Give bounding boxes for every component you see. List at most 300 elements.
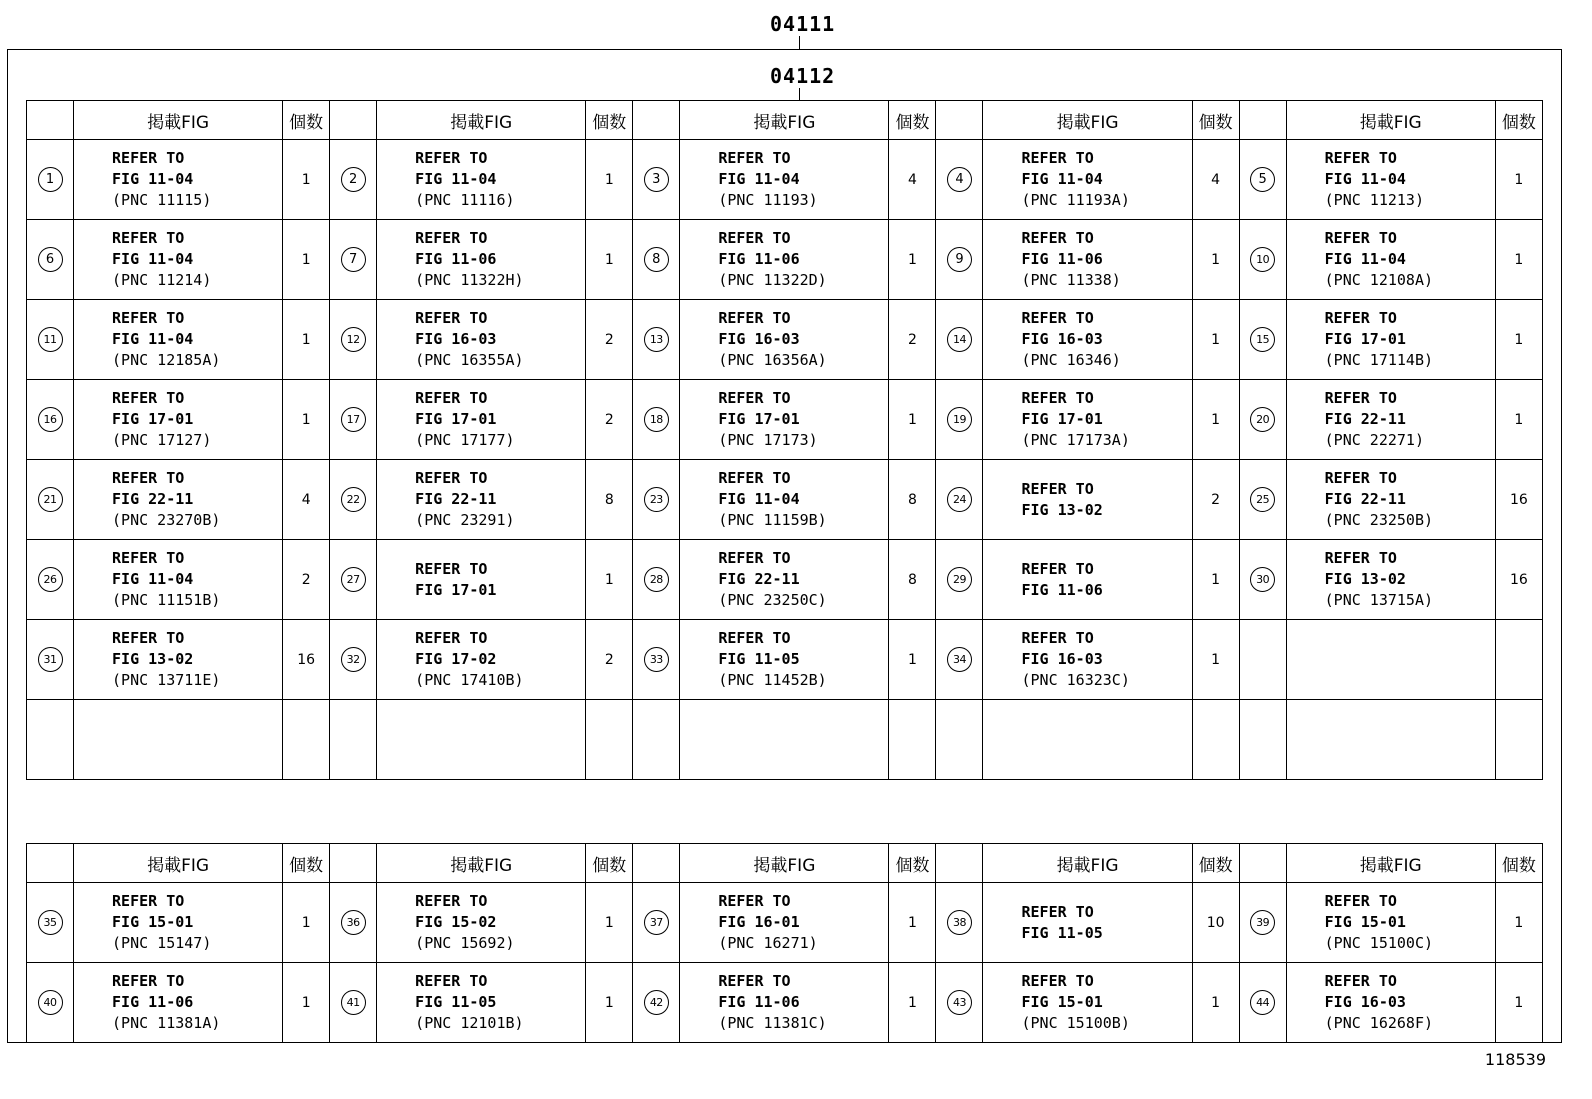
reference-cell: [680, 460, 889, 540]
quantity-value: 4: [301, 491, 311, 508]
quantity-value: 2: [604, 411, 614, 428]
header-fig: 掲載FIG: [1286, 101, 1495, 140]
quantity-cell: [1192, 220, 1239, 300]
refer-to-text: REFER TO: [1021, 309, 1094, 327]
header-index-cell: [1239, 101, 1286, 140]
quantity-cell: [889, 140, 936, 220]
pnc-reference: (PNC 11381C): [718, 1014, 827, 1032]
quantity-cell: [283, 620, 330, 700]
refer-to-text: REFER TO: [1324, 549, 1397, 567]
item-number-callout: 3: [644, 167, 669, 192]
refer-to-text: REFER TO: [415, 389, 488, 407]
pnc-reference: (PNC 17177): [415, 431, 515, 449]
fig-reference: FIG 11-05: [718, 650, 800, 668]
refer-to-text: REFER TO: [1021, 479, 1094, 498]
item-number-cell: [330, 883, 377, 963]
quantity-cell: [586, 700, 633, 780]
fig-reference: FIG 17-01: [718, 410, 800, 428]
item-number-cell: [27, 140, 74, 220]
reference-cell: [1286, 620, 1495, 700]
quantity-cell: [1192, 300, 1239, 380]
fig-reference: FIG 11-06: [1021, 580, 1103, 599]
refer-to-text: REFER TO: [1021, 149, 1094, 167]
quantity-cell: [586, 380, 633, 460]
pnc-reference: (PNC 15692): [415, 934, 515, 952]
reference-cell: [74, 620, 283, 700]
header-qty: 個数: [283, 101, 330, 140]
reference-cell: [680, 883, 889, 963]
fig-reference: FIG 22-11: [718, 570, 800, 588]
item-number-cell: [330, 380, 377, 460]
item-number-cell: [936, 883, 983, 963]
reference-cell: [983, 140, 1192, 220]
item-number-callout: 36: [341, 910, 366, 935]
quantity-cell: [283, 883, 330, 963]
quantity-cell: [283, 540, 330, 620]
refer-to-text: REFER TO: [718, 149, 791, 167]
fig-reference: FIG 11-04: [718, 490, 800, 508]
item-number-cell: [27, 540, 74, 620]
pnc-reference: (PNC 22271): [1324, 431, 1424, 449]
item-number-callout: 30: [1250, 567, 1275, 592]
pnc-reference: (PNC 16268F): [1324, 1014, 1434, 1032]
item-number-callout: 9: [947, 247, 972, 272]
item-number-callout: 22: [341, 487, 366, 512]
fig-reference: FIG 16-01: [718, 913, 800, 931]
table-header-row: [27, 101, 1543, 140]
parts-table-1: [26, 100, 1543, 780]
item-number-callout: 1: [38, 167, 63, 192]
header-fig: 掲載FIG: [74, 844, 283, 883]
reference-cell: [1286, 220, 1495, 300]
pnc-reference: (PNC 13715A): [1324, 591, 1434, 609]
quantity-cell: [889, 380, 936, 460]
pnc-reference: (PNC 11381A): [112, 1014, 221, 1032]
pnc-reference: (PNC 15100B): [1021, 1014, 1130, 1032]
quantity-cell: [889, 620, 936, 700]
quantity-cell: [889, 220, 936, 300]
item-number-callout: 38: [947, 910, 972, 935]
quantity-value: 1: [1514, 171, 1524, 188]
quantity-value: 4: [1211, 171, 1221, 188]
reference-cell: [74, 883, 283, 963]
item-number-callout: 20: [1250, 407, 1275, 432]
quantity-value: 1: [1514, 331, 1524, 348]
item-number-callout: 42: [644, 990, 669, 1015]
item-number-cell: [330, 220, 377, 300]
pnc-reference: (PNC 12185A): [112, 351, 221, 369]
item-number-cell: [1239, 700, 1286, 780]
item-number-callout: 39: [1250, 910, 1275, 935]
item-number-cell: [633, 460, 680, 540]
quantity-value: 1: [604, 171, 614, 188]
header-index-cell: [330, 101, 377, 140]
item-number-cell: [633, 140, 680, 220]
refer-to-text: REFER TO: [718, 469, 791, 487]
pnc-reference: (PNC 16356A): [718, 351, 827, 369]
item-number-cell: [27, 220, 74, 300]
quantity-cell: [586, 220, 633, 300]
fig-reference: FIG 16-03: [1021, 330, 1103, 348]
item-number-cell: [330, 300, 377, 380]
item-number-cell: [27, 300, 74, 380]
item-number-cell: [27, 883, 74, 963]
item-number-cell: [633, 540, 680, 620]
pnc-reference: (PNC 23250C): [718, 591, 827, 609]
reference-cell: [74, 300, 283, 380]
quantity-cell: [889, 963, 936, 1043]
refer-to-text: REFER TO: [112, 629, 185, 647]
item-number-callout: 13: [644, 327, 669, 352]
reference-cell: [680, 700, 889, 780]
refer-to-text: REFER TO: [718, 549, 791, 567]
fig-reference: FIG 17-01: [415, 410, 497, 428]
fig-reference: FIG 22-11: [112, 490, 194, 508]
quantity-value: 1: [1514, 994, 1524, 1011]
reference-cell: [1286, 380, 1495, 460]
reference-cell: [74, 220, 283, 300]
quantity-value: 1: [301, 994, 311, 1011]
reference-cell: [1286, 963, 1495, 1043]
header-fig: 掲載FIG: [74, 101, 283, 140]
quantity-cell: [889, 883, 936, 963]
header-index-cell: [633, 101, 680, 140]
refer-to-text: REFER TO: [415, 309, 488, 327]
refer-to-text: REFER TO: [415, 559, 488, 578]
refer-to-text: REFER TO: [718, 972, 791, 990]
header-index-cell: [1239, 844, 1286, 883]
item-number-cell: [330, 963, 377, 1043]
item-number-cell: [633, 620, 680, 700]
item-number-callout: 7: [341, 247, 366, 272]
reference-cell: [983, 620, 1192, 700]
quantity-cell: [283, 963, 330, 1043]
quantity-value: 1: [604, 914, 614, 931]
item-number-cell: [633, 883, 680, 963]
item-number-callout: 34: [947, 647, 972, 672]
header-qty: 個数: [889, 844, 936, 883]
item-number-cell: [936, 140, 983, 220]
header-fig: 掲載FIG: [680, 101, 889, 140]
fig-reference: FIG 15-01: [112, 913, 194, 931]
refer-to-text: REFER TO: [1324, 149, 1397, 167]
header-qty: 個数: [889, 101, 936, 140]
item-number-callout: 16: [38, 407, 63, 432]
refer-to-text: REFER TO: [415, 229, 488, 247]
refer-to-text: REFER TO: [718, 629, 791, 647]
refer-to-text: REFER TO: [415, 149, 488, 167]
quantity-cell: [1495, 380, 1542, 460]
reference-cell: [377, 140, 586, 220]
pnc-reference: (PNC 13711E): [112, 671, 221, 689]
refer-to-text: REFER TO: [112, 892, 185, 910]
quantity-value: 1: [1211, 331, 1221, 348]
quantity-value: 1: [301, 171, 311, 188]
fig-reference: FIG 22-11: [415, 490, 497, 508]
pnc-reference: (PNC 11214): [112, 271, 212, 289]
reference-cell: [74, 460, 283, 540]
refer-to-text: REFER TO: [112, 469, 185, 487]
pnc-reference: (PNC 12101B): [415, 1014, 524, 1032]
refer-to-text: REFER TO: [1324, 229, 1397, 247]
item-number-callout: 10: [1250, 247, 1275, 272]
pnc-reference: (PNC 11193A): [1021, 191, 1130, 209]
header-index-cell: [936, 844, 983, 883]
item-number-cell: [1239, 620, 1286, 700]
quantity-cell: [283, 140, 330, 220]
header-qty: 個数: [1495, 101, 1542, 140]
reference-cell: [74, 140, 283, 220]
reference-cell: [377, 700, 586, 780]
quantity-value: 1: [1514, 251, 1524, 268]
table-row: [27, 460, 1543, 540]
reference-cell: [983, 963, 1192, 1043]
reference-cell: [983, 220, 1192, 300]
reference-cell: [74, 540, 283, 620]
quantity-value: 1: [1211, 251, 1221, 268]
item-number-callout: 4: [947, 167, 972, 192]
quantity-cell: [889, 460, 936, 540]
item-number-callout: 44: [1250, 990, 1275, 1015]
item-number-callout: 41: [341, 990, 366, 1015]
figure-id: 118539: [1484, 1050, 1546, 1069]
quantity-value: 8: [908, 571, 917, 588]
pnc-reference: (PNC 15100C): [1324, 934, 1434, 952]
header-qty: 個数: [1192, 844, 1239, 883]
item-number-cell: [1239, 380, 1286, 460]
quantity-cell: [1495, 700, 1542, 780]
item-number-cell: [936, 620, 983, 700]
reference-cell: [377, 883, 586, 963]
fig-reference: FIG 17-01: [415, 580, 497, 599]
reference-cell: [983, 460, 1192, 540]
quantity-cell: [1192, 963, 1239, 1043]
item-number-cell: [27, 620, 74, 700]
pnc-reference: (PNC 11322H): [415, 271, 524, 289]
item-number-callout: 35: [38, 910, 63, 935]
quantity-value: 1: [1211, 651, 1221, 668]
fig-reference: FIG 11-04: [112, 330, 194, 348]
pnc-reference: (PNC 23291): [415, 511, 515, 529]
item-number-cell: [1239, 963, 1286, 1043]
assembly-label-04111: 04111: [770, 12, 836, 36]
header-qty: 個数: [586, 101, 633, 140]
item-number-callout: 12: [341, 327, 366, 352]
quantity-value: 1: [908, 994, 917, 1011]
fig-reference: FIG 15-01: [1324, 913, 1406, 931]
table-row: [27, 380, 1543, 460]
leader-line: [799, 36, 800, 49]
header-qty: 個数: [1495, 844, 1542, 883]
table-row: [27, 963, 1543, 1043]
quantity-cell: [586, 620, 633, 700]
item-number-callout: 23: [644, 487, 669, 512]
pnc-reference: (PNC 23250B): [1324, 511, 1434, 529]
item-number-cell: [633, 300, 680, 380]
quantity-value: 10: [1206, 914, 1225, 931]
fig-reference: FIG 11-04: [415, 170, 497, 188]
refer-to-text: REFER TO: [718, 389, 791, 407]
quantity-cell: [889, 700, 936, 780]
item-number-callout: 5: [1250, 167, 1275, 192]
item-number-cell: [936, 963, 983, 1043]
refer-to-text: REFER TO: [112, 389, 185, 407]
pnc-reference: (PNC 17114B): [1324, 351, 1434, 369]
reference-cell: [1286, 460, 1495, 540]
reference-cell: [680, 300, 889, 380]
item-number-cell: [27, 700, 74, 780]
pnc-reference: (PNC 11116): [415, 191, 515, 209]
quantity-value: 1: [908, 251, 917, 268]
reference-cell: [377, 540, 586, 620]
quantity-value: 1: [908, 651, 917, 668]
quantity-cell: [1495, 963, 1542, 1043]
refer-to-text: REFER TO: [112, 549, 185, 567]
refer-to-text: REFER TO: [112, 229, 185, 247]
fig-reference: FIG 16-03: [415, 330, 497, 348]
refer-to-text: REFER TO: [1021, 629, 1094, 647]
header-qty: 個数: [1192, 101, 1239, 140]
fig-reference: FIG 17-02: [415, 650, 497, 668]
quantity-value: 16: [1509, 491, 1528, 508]
quantity-value: 8: [604, 491, 614, 508]
header-qty: 個数: [586, 844, 633, 883]
refer-to-text: REFER TO: [1324, 309, 1397, 327]
fig-reference: FIG 13-02: [1021, 500, 1103, 519]
quantity-cell: [1192, 700, 1239, 780]
item-number-cell: [936, 700, 983, 780]
quantity-cell: [1192, 540, 1239, 620]
fig-reference: FIG 11-04: [1324, 170, 1406, 188]
pnc-reference: (PNC 11115): [112, 191, 212, 209]
item-number-callout: 24: [947, 487, 972, 512]
fig-reference: FIG 13-02: [1324, 570, 1406, 588]
quantity-cell: [1192, 620, 1239, 700]
fig-reference: FIG 11-05: [415, 993, 497, 1011]
reference-cell: [1286, 140, 1495, 220]
quantity-cell: [1192, 460, 1239, 540]
refer-to-text: REFER TO: [718, 892, 791, 910]
item-number-callout: 19: [947, 407, 972, 432]
fig-reference: FIG 11-06: [112, 993, 194, 1011]
quantity-cell: [1495, 540, 1542, 620]
fig-reference: FIG 16-03: [718, 330, 800, 348]
quantity-value: 4: [908, 171, 917, 188]
item-number-callout: 26: [38, 567, 63, 592]
fig-reference: FIG 11-04: [1021, 170, 1103, 188]
refer-to-text: REFER TO: [112, 309, 185, 327]
quantity-value: 1: [301, 331, 311, 348]
pnc-reference: (PNC 15147): [112, 934, 212, 952]
item-number-cell: [936, 460, 983, 540]
quantity-cell: [1495, 300, 1542, 380]
reference-cell: [680, 220, 889, 300]
item-number-cell: [27, 380, 74, 460]
reference-cell: [1286, 540, 1495, 620]
item-number-cell: [1239, 220, 1286, 300]
reference-cell: [680, 620, 889, 700]
item-number-cell: [330, 540, 377, 620]
header-index-cell: [27, 101, 74, 140]
table-row: [27, 140, 1543, 220]
fig-reference: FIG 22-11: [1324, 490, 1406, 508]
reference-cell: [983, 300, 1192, 380]
reference-cell: [680, 963, 889, 1043]
reference-cell: [983, 380, 1192, 460]
item-number-cell: [633, 700, 680, 780]
quantity-cell: [1192, 380, 1239, 460]
quantity-value: 1: [301, 914, 311, 931]
reference-cell: [680, 380, 889, 460]
fig-reference: FIG 11-04: [1324, 250, 1406, 268]
refer-to-text: REFER TO: [415, 469, 488, 487]
item-number-callout: 25: [1250, 487, 1275, 512]
refer-to-text: REFER TO: [718, 309, 791, 327]
table-row: [27, 300, 1543, 380]
refer-to-text: REFER TO: [1324, 389, 1397, 407]
item-number-callout: 21: [38, 487, 63, 512]
quantity-value: 1: [604, 994, 614, 1011]
fig-reference: FIG 15-01: [1021, 993, 1103, 1011]
item-number-callout: 8: [644, 247, 669, 272]
item-number-callout: 11: [38, 327, 63, 352]
reference-cell: [377, 620, 586, 700]
quantity-value: 1: [301, 251, 311, 268]
item-number-cell: [330, 460, 377, 540]
pnc-reference: (PNC 11159B): [718, 511, 827, 529]
refer-to-text: REFER TO: [1021, 972, 1094, 990]
reference-cell: [1286, 700, 1495, 780]
quantity-value: 8: [908, 491, 917, 508]
quantity-value: 2: [301, 571, 311, 588]
fig-reference: FIG 22-11: [1324, 410, 1406, 428]
refer-to-text: REFER TO: [1324, 469, 1397, 487]
item-number-callout: 43: [947, 990, 972, 1015]
refer-to-text: REFER TO: [718, 229, 791, 247]
pnc-reference: (PNC 11213): [1324, 191, 1424, 209]
quantity-value: 16: [297, 651, 316, 668]
pnc-reference: (PNC 11452B): [718, 671, 827, 689]
fig-reference: FIG 17-01: [112, 410, 194, 428]
fig-reference: FIG 16-03: [1324, 993, 1406, 1011]
quantity-cell: [283, 380, 330, 460]
fig-reference: FIG 11-04: [112, 170, 194, 188]
item-number-callout: 2: [341, 167, 366, 192]
header-fig: 掲載FIG: [983, 101, 1192, 140]
quantity-value: 1: [1514, 411, 1524, 428]
pnc-reference: (PNC 11338): [1021, 271, 1121, 289]
refer-to-text: REFER TO: [112, 149, 185, 167]
fig-reference: FIG 11-06: [718, 993, 800, 1011]
item-number-cell: [1239, 460, 1286, 540]
item-number-callout: 6: [38, 247, 63, 272]
table-row: [27, 220, 1543, 300]
quantity-value: 2: [604, 331, 614, 348]
item-number-cell: [633, 380, 680, 460]
header-fig: 掲載FIG: [680, 844, 889, 883]
quantity-cell: [1495, 220, 1542, 300]
header-index-cell: [633, 844, 680, 883]
reference-cell: [983, 883, 1192, 963]
pnc-reference: (PNC 17173): [718, 431, 818, 449]
quantity-cell: [1495, 883, 1542, 963]
item-number-callout: 32: [341, 647, 366, 672]
table-row: [27, 540, 1543, 620]
item-number-cell: [633, 963, 680, 1043]
quantity-value: 1: [604, 571, 614, 588]
reference-cell: [377, 380, 586, 460]
reference-cell: [74, 963, 283, 1043]
